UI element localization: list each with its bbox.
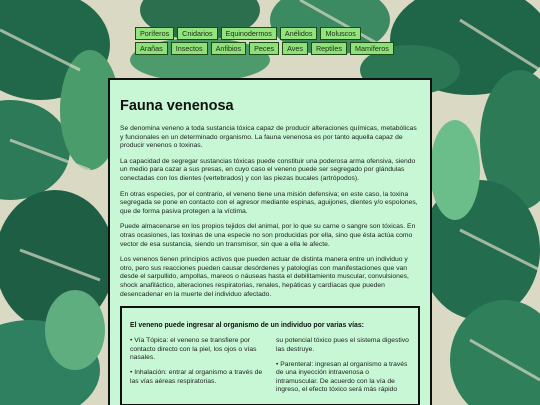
defensive-paragraph: En otras especies, por el contrario, el veneno tiene una misión defensiva; en este caso, la toxina segregada se pone en contacto con el agresor mediante espinas, aguijones, dientes y/o espolones, que de forma pasiva protegen a la víctima. xyxy=(120,190,418,215)
nav-row-2 xyxy=(135,42,405,55)
entry-routes-right-column xyxy=(276,337,410,401)
page-title: Fauna venenosa xyxy=(120,98,234,114)
nav-item-anelidos[interactable]: Anélidos xyxy=(280,27,318,40)
entry-routes-title: El veneno puede ingresar al organismo de un individuo por varias vías: xyxy=(130,322,364,330)
nav-item-equinodermos[interactable]: Equinodermos xyxy=(221,27,277,40)
storage-paragraph: Puede almacenarse en los propios tejidos del animal, por lo que su carne o sangre son tóxicas. En otras ocasiones, las toxinas de una especie no son producidas por ella, sino que ésta actúa como vector de esa sustancia, siendo un transmisor, sin que a ella le afecte. xyxy=(120,223,416,248)
nav-item-reptiles[interactable]: Reptiles xyxy=(311,42,347,55)
nav-row-1 xyxy=(135,27,405,40)
nav-item-poriferos[interactable]: Poríferos xyxy=(135,27,174,40)
offensive-paragraph: La capacidad de segregar sustancias tóxicas puede constituir una poderosa arma ofensiva, siendo un medio para cazar a sus presas, en cuyo caso el veneno puede ser segregado por glándulas conectadas con los dientes (vertebrados) y con las piezas bucales (artrópodos). xyxy=(120,157,416,182)
nav-item-insectos[interactable]: Insectos xyxy=(171,42,208,55)
nav-item-peces[interactable]: Peces xyxy=(249,42,279,55)
entry-routes-box xyxy=(120,306,420,405)
nav-item-aves[interactable]: Aves xyxy=(282,42,308,55)
effects-paragraph: Los venenos tienen principios activos que pueden actuar de distinta manera entre un individuo y otro, pero sus reacciones pueden causar desórdenes y patologías con manifestaciones que van desde el sarpullido, ampollas, mareos o náuseas hasta el debilitamiento muscular, convulsiones, shock anafiláctico, alteraciones respiratorias, renales, hepáticas y cardíacas que pueden desencadenar en la muerte del individuo afectado. xyxy=(120,256,409,298)
nav-item-anfibios[interactable]: Anfibios xyxy=(211,42,247,55)
entry-routes-columns xyxy=(130,337,410,401)
nav-item-moluscos[interactable]: Moluscos xyxy=(320,27,360,40)
nav-item-cnidarios[interactable]: Cnidarios xyxy=(177,27,217,40)
nav-item-mamiferos[interactable]: Mamíferos xyxy=(350,42,394,55)
entry-routes-left-column xyxy=(130,337,264,401)
intro-paragraph: Se denomina veneno a toda sustancia tóxica capaz de producir alteraciones químicas, metabólicas y funcionales en un determinado organismo. La fauna venenosa es por tanto aquella capaz de producir venenos o toxinas. xyxy=(120,125,417,150)
nav-item-aranas[interactable]: Arañas xyxy=(135,42,168,55)
route-inhalation: • Inhalación: entrar al organismo a través de las vías aéreas respiratorias. xyxy=(130,369,263,385)
route-parenteral: • Parenteral: ingresan al organismo a través de una inyección intravenosa o intramuscular. De acuerdo con la vía de ingreso, el efecto tóxico será más rápido xyxy=(276,360,408,394)
route-topical: • Vía Tópica: el veneno se transfiere por contacto directo con la piel, los ojos o vías nasales. xyxy=(130,337,257,361)
route-digestive-continued: su potencial tóxico pues el sistema digestivo las destruye. xyxy=(276,337,409,353)
content-panel xyxy=(108,78,432,405)
category-navigation xyxy=(135,27,405,57)
